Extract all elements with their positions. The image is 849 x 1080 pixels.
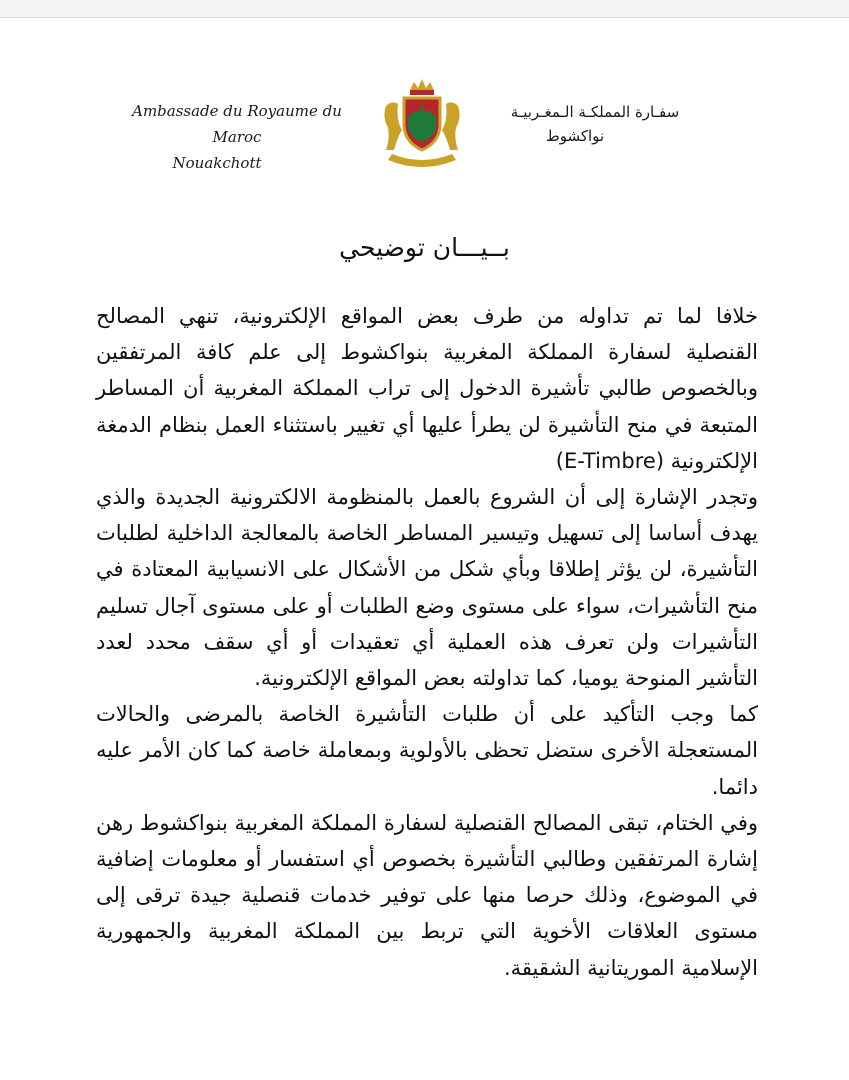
coat-of-arms-icon (378, 76, 466, 168)
viewer-top-bar (0, 0, 849, 18)
letterhead-french-city: Nouakchott (172, 154, 262, 172)
letterhead-french-embassy: Ambassade du Royaume du Maroc (132, 102, 342, 146)
document-body (96, 298, 758, 986)
document-title: بــيـــان توضيحي (339, 233, 510, 262)
letterhead-arabic (470, 100, 720, 148)
paragraph-1: خلافا لما تم تداوله من طرف بعض المواقع الإلكترونية، تنهي المصالح القنصلية لسفارة المملكة المغربية بنواكشوط إلى علم كافة المرتفقين وبالخصوص طالبي تأشيرة الدخول إلى تراب المملكة المغربية أن المساطر المتبعة في منح التأشيرة لن يطرأ عليها أي تغيير باستثناء العمل بنظام الدمغة الإلكترونية (E-Timbre) (96, 304, 758, 473)
letterhead (0, 70, 849, 170)
letterhead-french (112, 98, 362, 176)
letterhead-arabic-embassy: سفـارة المملكـة الـمغـربيـة (510, 103, 680, 121)
letterhead-arabic-city: نواكشوط (545, 127, 605, 145)
paragraph-3: كما وجب التأكيد على أن طلبات التأشيرة الخاصة بالمرضى والحالات المستعجلة الأخرى ستضل تحظى بالأولوية وبمعاملة خاصة كما كان الأمر عليه دائما. (96, 702, 758, 799)
paragraph-2: وتجدر الإشارة إلى أن الشروع بالعمل بالمنظومة الالكترونية الجديدة والذي يهدف أساسا إلى تسهيل وتيسير المساطر الخاصة بالمعالجة الداخلية لطلبات التأشيرة، لن يؤثر إطلاقا وبأي شكل من الأشكال على الانسيابية المعتادة في منح التأشيرات، سواء على مستوى وضع الطلبات أو على مستوى آجال تسليم التأشيرات ولن تعرف هذه العملية أي تعقيدات أو أي سقف محدد لعدد التأشير المنوحة يوميا، كما تداولته بعض المواقع الإلكترونية. (96, 485, 758, 691)
paragraph-4: وفي الختام، تبقى المصالح القنصلية لسفارة المملكة المغربية بنواكشوط رهن إشارة المرتفقين وطالبي التأشيرة بخصوص أي استفسار أو معلومات إضافية في الموضوع، وذلك حرصا منها على توفير خدمات قنصلية جيدة ترقى إلى مستوى العلاقات الأخوية التي تربط بين المملكة المغربية والجمهورية الإسلامية الموريتانية الشقيقة. (96, 810, 758, 980)
